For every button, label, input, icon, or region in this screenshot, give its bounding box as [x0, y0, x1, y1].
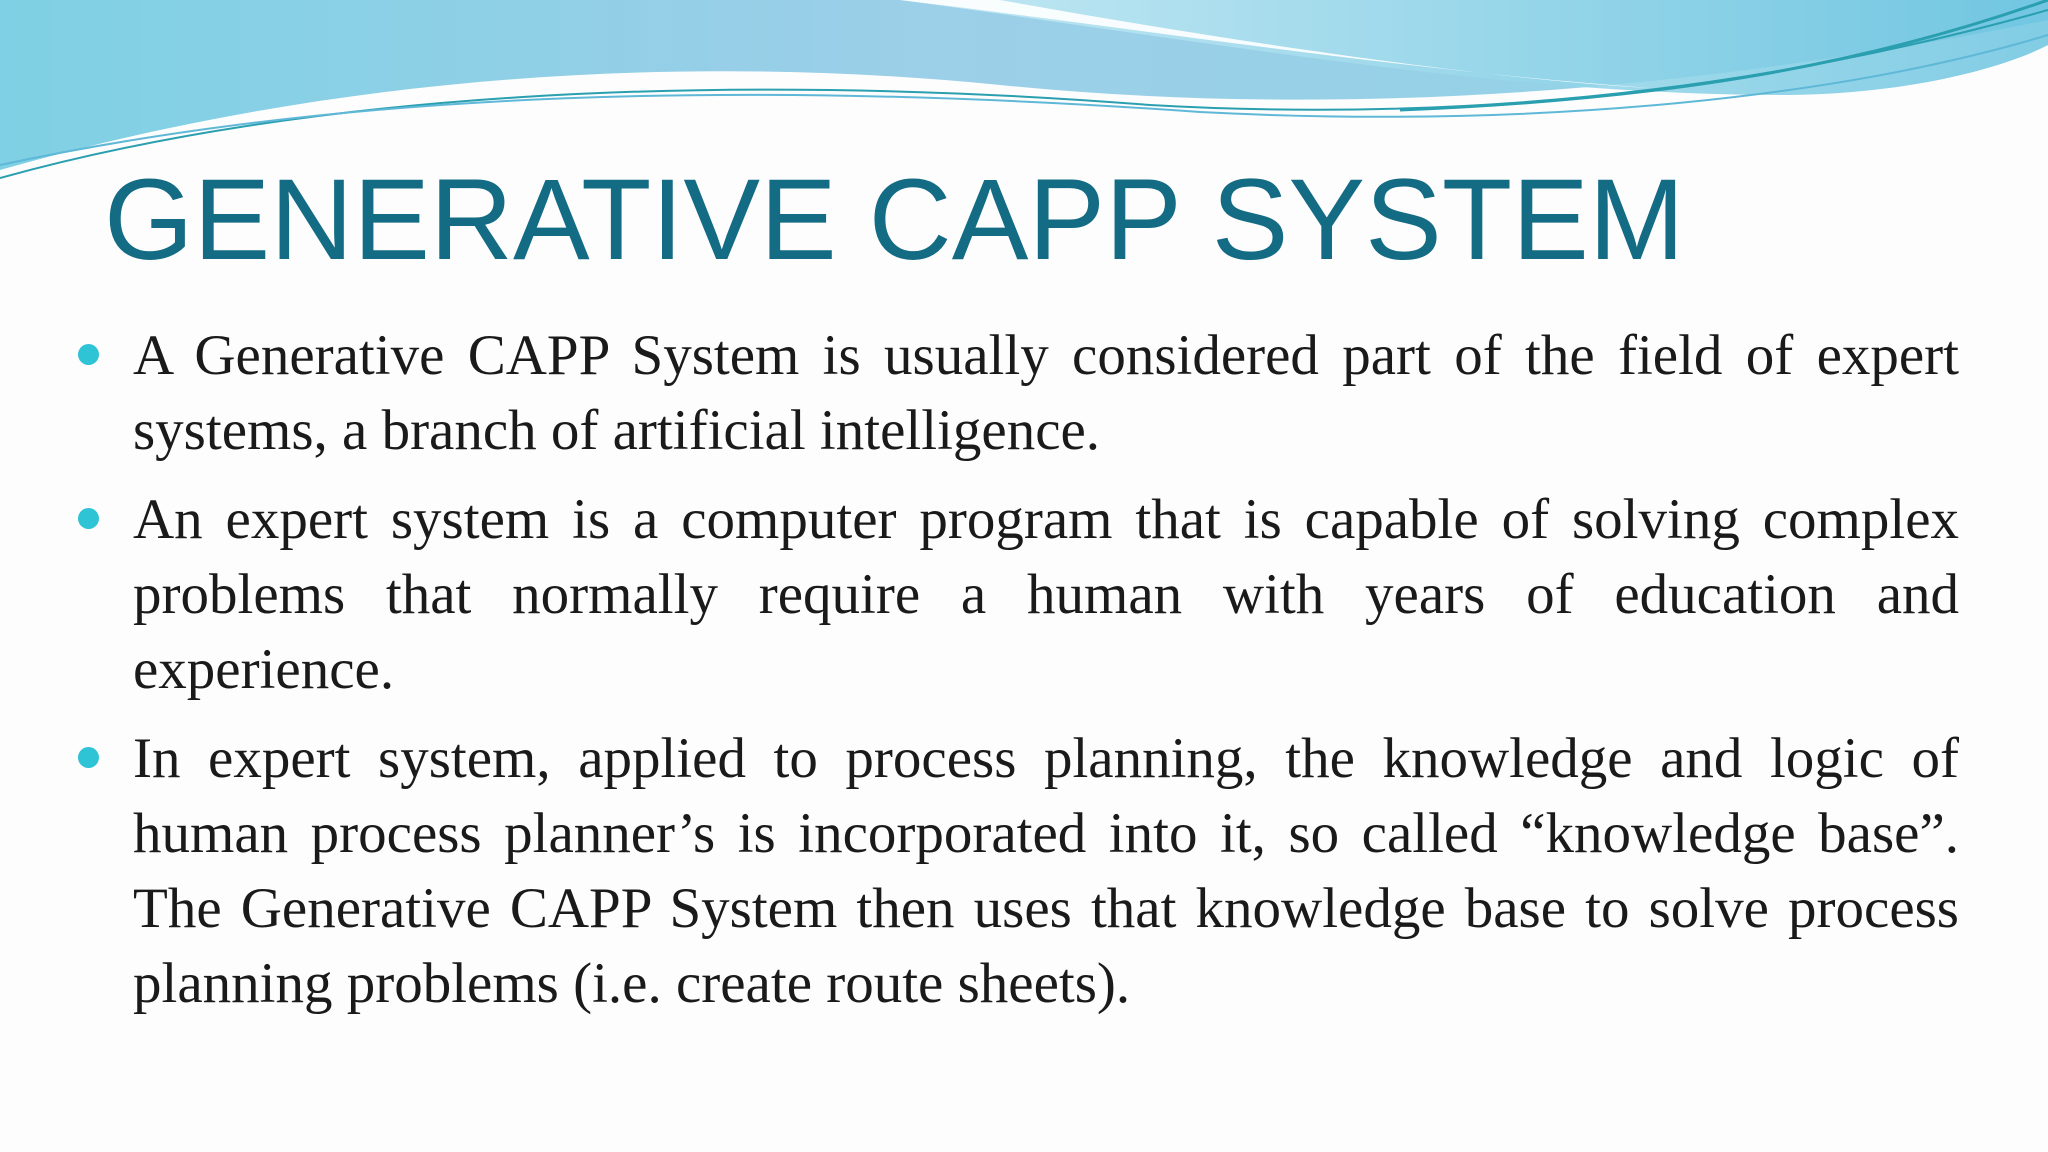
- bullet-item: [0, 318, 1959, 468]
- circle-bullet-icon: [78, 344, 99, 365]
- bullet-item: [0, 482, 1959, 707]
- circle-bullet-icon: [78, 747, 99, 768]
- bullet-list: [0, 318, 2048, 1035]
- bullet-text: An expert system is a computer program that is capable of solving complex problems that normally require a human with years of education and experience.: [133, 488, 1959, 701]
- circle-bullet-icon: [78, 508, 99, 529]
- bullet-text: In expert system, applied to process planning, the knowledge and logic of human process planner’s is incorporated into it, so called “knowledge base”. The Generative CAPP System then uses that knowledge base to solve process planning problems (i.e. create route sheets).: [133, 727, 1959, 1015]
- bullet-item: [0, 721, 1959, 1021]
- bullet-text: A Generative CAPP System is usually considered part of the field of expert systems, a branch of artificial intelligence.: [133, 324, 1959, 462]
- slide-title: GENERATIVE CAPP SYSTEM: [104, 156, 1685, 284]
